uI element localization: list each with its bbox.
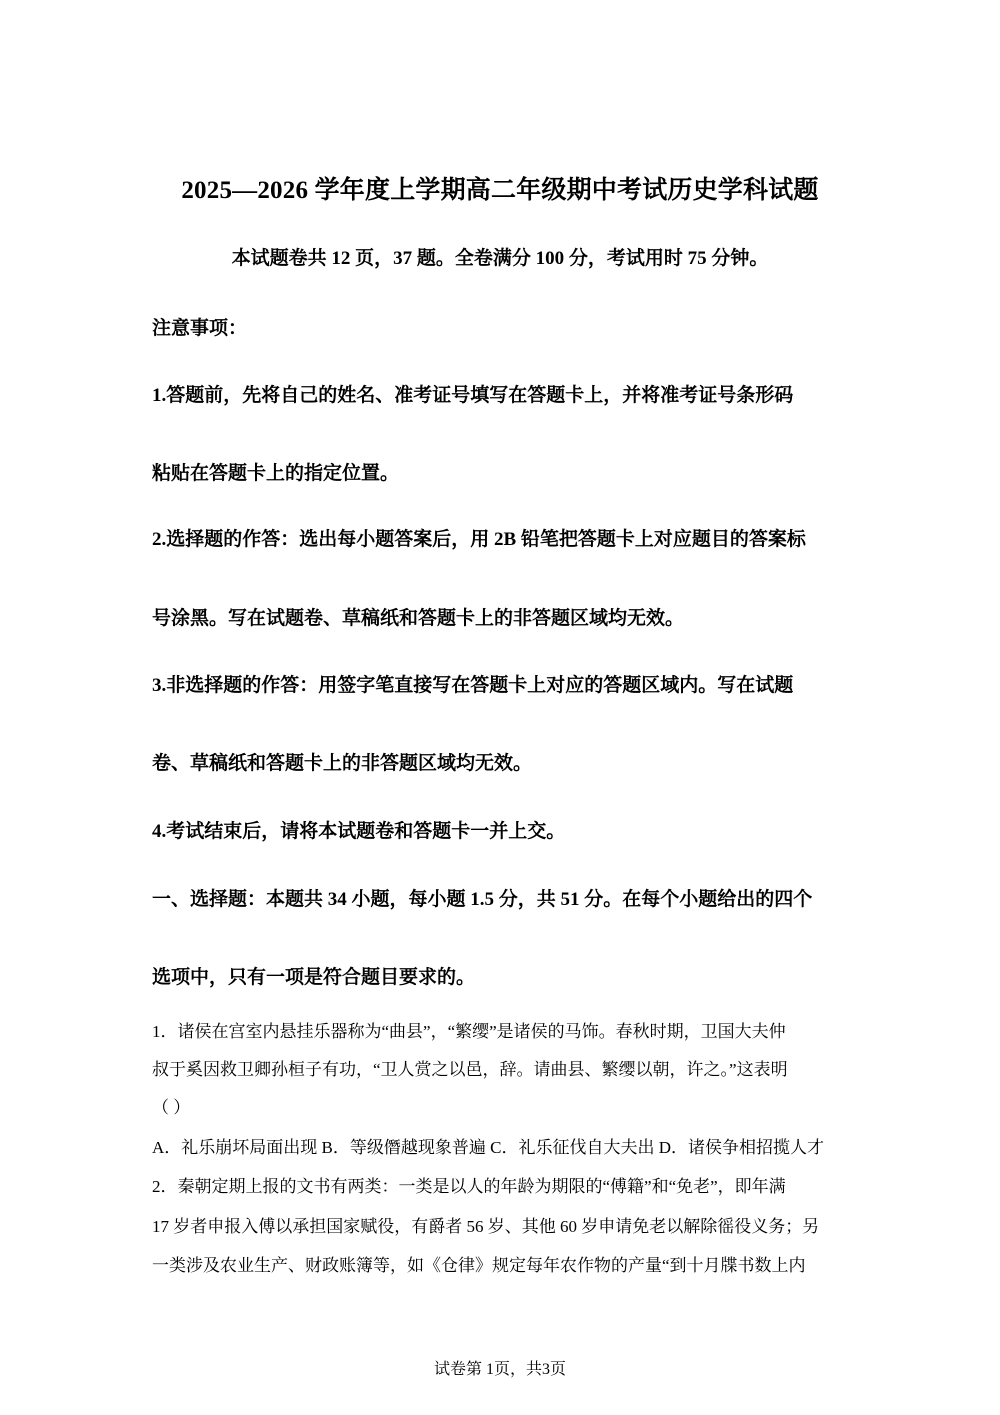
notice-line: 3.非选择题的作答：用签字笔直接写在答题卡上对应的答题区域内。写在试题 [152,675,794,696]
notice-line: 卷、草稿纸和答题卡上的非答题区域均无效。 [152,753,533,774]
question-line: 1．诸侯在宫室内悬挂乐器称为“曲县”，“繁缨”是诸侯的马饰。春秋时期，卫国大夫仲 [152,1022,786,1041]
exam-subtitle: 本试题卷共 12 页，37 题。全卷满分 100 分，考试用时 75 分钟。 [231,248,769,269]
question-line: 17 岁者申报入傅以承担国家赋役，有爵者 56 岁、其他 60 岁申请免老以解除徭役义务；另 [152,1217,820,1236]
question-line: 一类涉及农业生产、财政账簿等，如《仓律》规定每年农作物的产量“到十月牒书数上内 [152,1256,806,1275]
notice-line: 4.考试结束后，请将本试题卷和答题卡一并上交。 [152,821,566,842]
notice-line: 2.选择题的作答：选出每小题答案后，用 2B 铅笔把答题卡上对应题目的答案标 [152,529,806,550]
section-heading: 一、选择题：本题共 34 小题，每小题 1.5 分，共 51 分。在每个小题给出的四个 [152,889,813,910]
section-heading: 选项中，只有一项是符合题目要求的。 [152,967,476,988]
exam-title: 2025—2026 学年度上学期高二年级期中考试历史学科试题 [181,177,819,204]
question-line: 叔于奚因救卫卿孙桓子有功，“卫人赏之以邑，辞。请曲县、繁缨以朝，许之。”这表明 [152,1060,788,1079]
notice-heading: 注意事项： [152,318,248,339]
notice-line: 粘贴在答题卡上的指定位置。 [152,463,400,484]
page-footer: 试卷第 1页，共3页 [433,1361,566,1378]
question-options: A．礼乐崩坏局面出现 B．等级僭越现象普遍 C．礼乐征伐自大夫出 D．诸侯争相招揽人才 [152,1138,824,1157]
notice-line: 1.答题前，先将自己的姓名、准考证号填写在答题卡上，并将准考证号条形码 [152,385,794,406]
question-line: 2．秦朝定期上报的文书有两类：一类是以人的年龄为期限的“傅籍”和“免老”，即年满 [152,1177,786,1196]
question-line: （ ） [152,1098,191,1117]
notice-line: 号涂黑。写在试题卷、草稿纸和答题卡上的非答题区域均无效。 [152,608,685,629]
